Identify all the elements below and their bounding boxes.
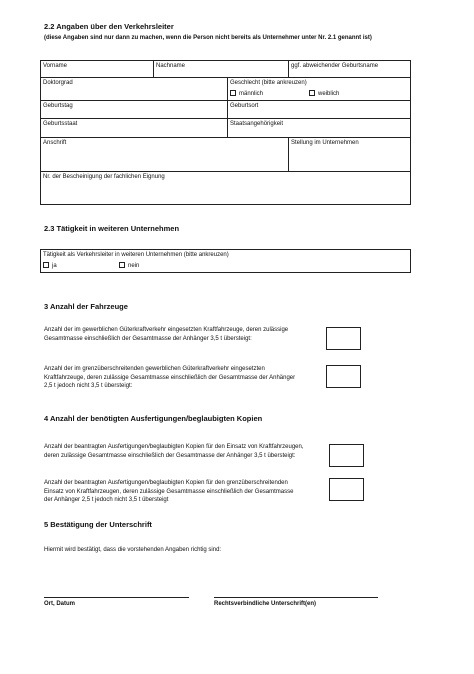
nein-option[interactable] [119,262,139,270]
ort-datum-label: Ort, Datum [44,601,76,607]
geburtsort-field[interactable]: Geburtsort [230,103,259,109]
ausfertigungen-count-input-1[interactable] [329,444,364,467]
section-5-heading: 5 Bestätigung der Unterschrift [44,520,152,529]
section-2-3-heading: 2.3 Tätigkeit in weiteren Unternehmen [44,224,180,233]
ausfertigungen-item-1-line-1: Anzahl der beantragten Ausfertigungen/beglaubigten Kopien für den Einsatz von Kraftfahrzeugen, [44,444,304,450]
section-3-heading: 3 Anzahl der Fahrzeuge [44,302,128,311]
doktorgrad-field[interactable]: Doktorgrad [43,80,73,86]
fahrzeuge-item-1-text [44,326,288,343]
section-4-heading: 4 Anzahl der benötigten Ausfertigungen/beglaubigten Kopien [44,414,263,423]
ausfertigungen-item-1-text [44,443,304,460]
geburtstag-field[interactable]: Geburtstag [43,103,73,109]
maennlich-option[interactable] [230,90,263,98]
fahrzeuge-item-1-line-1: Anzahl der im gewerblichen Güterkraftverkehr eingesetzten Kraftfahrzeuge, deren zulässige [44,327,289,333]
geschlecht-label: Geschlecht (bitte ankreuzen) [230,80,307,86]
vorname-field[interactable]: Vorname [43,63,68,69]
geburtsname-field[interactable]: ggf. abweichender Geburtsname [291,63,379,69]
table-border [40,60,411,205]
weiblich-option[interactable] [309,90,339,98]
nein-label: nein [128,263,140,269]
staatsangehoerigkeit-field[interactable]: Staatsangehörigkeit [230,121,284,127]
fahrzeuge-count-input-2[interactable] [326,365,361,388]
ausfertigungen-item-1-line-2: deren zulässige Gesamtmasse einschließlich der Gesamtmasse der Anhänger 3,5 t übersteigt: [44,452,296,459]
nein-checkbox[interactable] [119,262,125,268]
section-2-2-note: (diese Angaben sind nur dann zu machen, wenn die Person nicht bereits als Unternehmer unter Nr. 2.1 genannt ist) [44,35,372,41]
ja-label: ja [52,263,57,269]
maennlich-label: männlich [239,91,264,97]
ausfertigungen-item-2-line-1: Anzahl der beantragten Ausfertigungen/beglaubigten Kopien für den grenzüberschreitenden [44,480,288,486]
fahrzeuge-item-2-text [44,365,295,391]
fahrzeuge-count-input-1[interactable] [326,327,361,350]
ausfertigungen-item-2-line-3: der Anhänger 2,5 t jedoch nicht 3,5 t übersteigt [44,497,169,504]
fahrzeuge-item-1-line-2: Gesamtmasse einschließlich der Gesamtmasse der Anhänger 3,5 t übersteigt: [44,335,252,342]
fahrzeuge-item-2-line-3: 2,5 t jedoch nicht 3,5 t übersteigt: [44,383,133,390]
fahrzeuge-item-2-line-2: Kraftfahrzeuge, deren zulässige Gesamtmasse einschließlich der Gesamtmasse der Anhänger [44,374,296,381]
unterschrift-line[interactable] [214,597,378,598]
weiblich-checkbox[interactable] [309,90,315,96]
ausfertigungen-item-2-line-2: Einsatz von Kraftfahrzeugen, deren zulässige Gesamtmasse einschließlich der Gesamtmasse [44,488,294,495]
weiblich-label: weiblich [318,91,340,97]
fahrzeuge-item-2-line-1: Anzahl der im grenzüberschreitenden gewerblichen Güterkraftverkehr eingesetzten [44,366,265,372]
nachname-field[interactable]: Nachname [156,63,186,69]
bescheinigung-field[interactable]: Nr. der Bescheinigung der fachlichen Eignung [43,174,165,180]
ja-checkbox[interactable] [43,262,49,268]
taetigkeit-question: Tätigkeit als Verkehrsleiter in weiteren Unternehmen (bitte ankreuzen) [43,252,229,258]
ort-datum-line[interactable] [44,597,189,598]
geburtsstaat-field[interactable]: Geburtsstaat [43,121,78,127]
stellung-field[interactable]: Stellung im Unternehmen [291,140,359,146]
bestaetigung-statement: Hiermit wird bestätigt, dass die vorstehenden Angaben richtig sind: [44,547,222,553]
ja-option[interactable] [43,262,57,270]
anschrift-field[interactable]: Anschrift [43,140,67,146]
ausfertigungen-count-input-2[interactable] [329,478,364,501]
section-2-2-heading: 2.2 Angaben über den Verkehrsleiter [44,22,174,31]
unterschrift-label: Rechtsverbindliche Unterschrift(en) [214,601,317,607]
maennlich-checkbox[interactable] [230,90,236,96]
ausfertigungen-item-2-text [44,479,293,505]
